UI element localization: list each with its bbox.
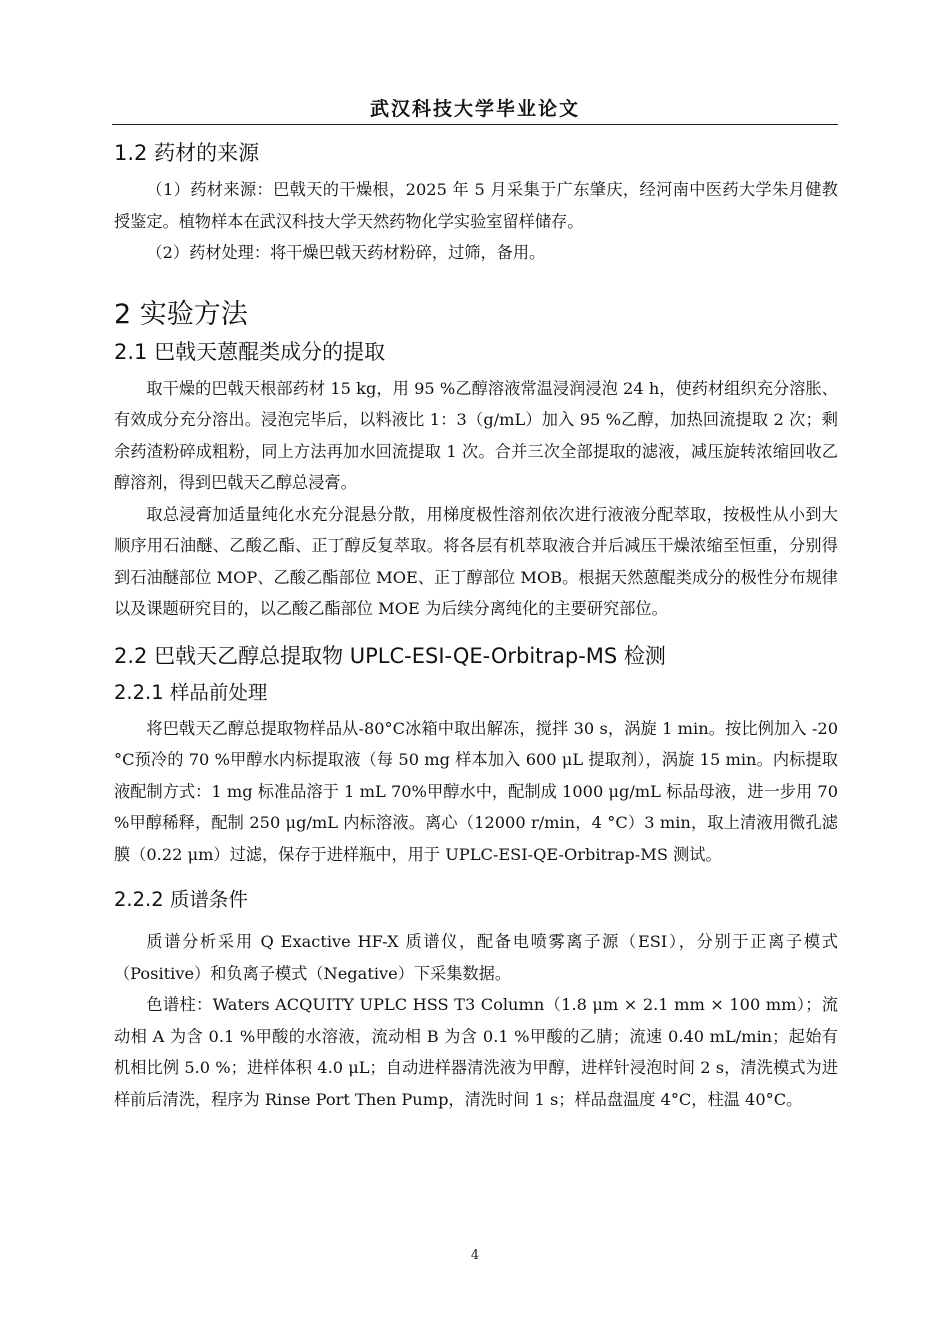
section-heading-1-2: 1.2 药材的来源 [114,141,260,165]
paragraph-material-source: （1）药材来源：巴戟天的干燥根，2025 年 5 月采集于广东肇庆，经河南中医药大学朱月健教授鉴定。植物样本在武汉科技大学天然药物化学实验室留样储存。 [114,180,838,231]
section-heading-2-2-1: 2.2.1 样品前处理 [114,680,268,704]
chapter-heading-2: 2 实验方法 [114,298,248,330]
paragraph-extraction-2: 取总浸膏加适量纯化水充分混悬分散，用梯度极性溶剂依次进行液液分配萃取，按极性从小到大顺序用石油醚、乙酸乙酯、正丁醇反复萃取。将各层有机萃取液合并后减压干燥浓缩至恒重，分别得到石油醚部位 MOP、乙酸乙酯部位 MOE、正丁醇部位 MOB。根据天然蒽醌类成分的极性分布规律以及课题研究目的，以乙酸乙酯部位 MOE 为后续分离纯化的主要研究部位。 [114,504,838,618]
section-heading-2-2: 2.2 巴戟天乙醇总提取物 UPLC-ESI-QE-Orbitrap-MS 检测 [114,643,666,668]
running-header: 武汉科技大学毕业论文 [369,98,580,120]
section-heading-2-1: 2.1 巴戟天蒽醌类成分的提取 [114,339,386,364]
section-heading-2-2-2: 2.2.2 质谱条件 [114,888,248,911]
paragraph-material-processing: （2）药材处理：将干燥巴戟天药材粉碎，过筛，备用。 [146,243,546,262]
paragraph-ms-conditions: 质谱分析采用 Q Exactive HF-X 质谱仪，配备电喷雾离子源（ESI），分别于正离子模式（Positive）和负离子模式（Negative）下采集数据。 [114,932,838,983]
page-number: 4 [470,1248,480,1263]
paragraph-extraction-1: 取干燥的巴戟天根部药材 15 kg，用 95 %乙醇溶液常温浸润浸泡 24 h，使药材组织充分溶胀、有效成分充分溶出。浸泡完毕后，以料液比 1：3（g/mL）加入 95 %乙醇，加热回流提取 2 次；剩余药渣粉碎成粗粉，同上方法再加水回流提取 1 次。合并三次全部提取的滤液，减压旋转浓缩回收乙醇溶剂，得到巴戟天乙醇总浸膏。 [114,378,838,492]
paragraph-sample-prep: 将巴戟天乙醇总提取物样品从-80°C冰箱中取出解冻，搅拌 30 s，涡旋 1 min。按比例加入 -20 °C预冷的 70 %甲醇水内标提取液（每 50 mg 样本加入 600 μL 提取剂），涡旋 15 min。内标提取液配制方式：1 mg 标准品溶于 1 mL 70%甲醇水中，配制成 1000 μg/mL 标品母液，进一步用 70 %甲醇稀释，配制 250 μg/mL 内标溶液。离心（12000 r/min，4 °C）3 min，取上清液用微孔滤膜（0.22 μm）过滤，保存于进样瓶中，用于 UPLC-ESI-QE-Orbitrap-MS 测试。 [114,718,838,864]
paragraph-chromatography: 色谱柱：Waters ACQUITY UPLC HSS T3 Column（1.8 μm × 2.1 mm × 100 mm）；流动相 A 为含 0.1 %甲酸的水溶液，流动相 B 为含 0.1 %甲酸的乙腈；流速 0.40 mL/min；起始有机相比例 5.0 %；进样体积 4.0 μL；自动进样器清洗液为甲醇，进样针浸泡时间 2 s，清洗模式为进样前后清洗，程序为 Rinse Port Then Pump，清洗时间 1 s；样品盘温度 4°C，柱温 40°C。 [114,995,838,1109]
page-body [114,136,838,1115]
header-rule [112,124,838,125]
